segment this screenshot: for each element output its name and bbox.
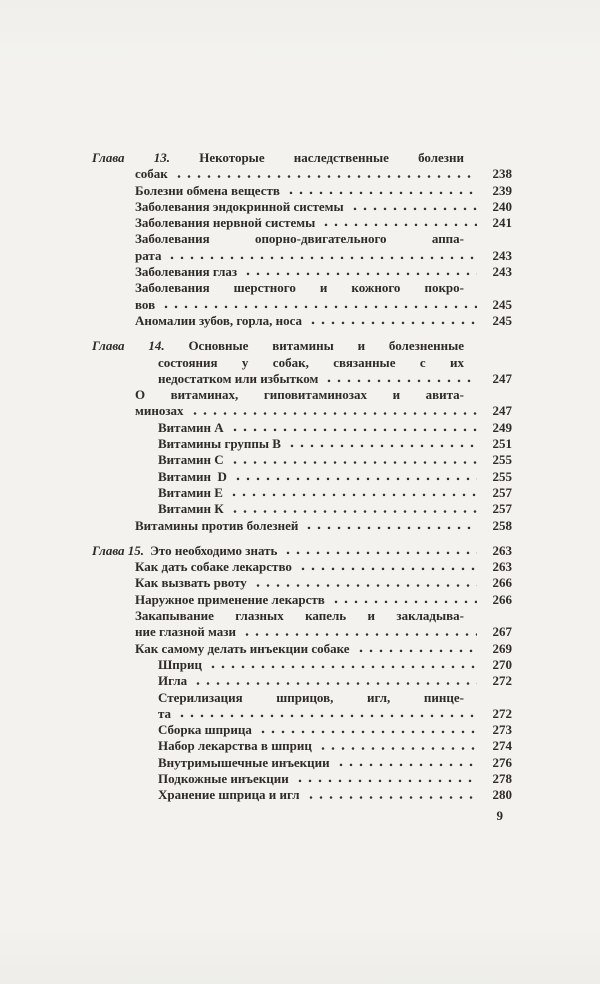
entry-title: Внутримышечные инъекции: [158, 754, 330, 770]
entry-page-number: 270: [492, 656, 512, 672]
dot-leader: [229, 485, 477, 501]
entry-title: Аномалии зубов, горла, носа: [135, 312, 303, 328]
entry-title: Наружное применение лекарств: [135, 591, 325, 607]
dot-leader: [230, 452, 477, 468]
entry-title: Заболевания шерстного и кожного покро-: [135, 280, 464, 296]
toc-entry-line: [92, 469, 512, 485]
entry-page-number: 245: [492, 312, 512, 328]
entry-title: Заболевания опорно-двигательного аппа-: [135, 231, 464, 247]
dot-leader: [308, 313, 477, 329]
toc-entry-line: [92, 485, 512, 501]
entry-page-number: 263: [492, 542, 512, 558]
toc-entry-line: [92, 436, 512, 452]
toc-entry-line: [92, 313, 512, 329]
toc-entry-line: [92, 280, 512, 296]
entry-page-number: 274: [492, 738, 512, 754]
dot-leader: [295, 771, 477, 787]
toc-entry-line: [92, 624, 512, 640]
dot-leader: [208, 657, 477, 673]
entry-title: Витамины против болезней: [135, 517, 299, 533]
entry-title: Подкожные инъекции: [158, 770, 289, 786]
toc-entry-line: [92, 706, 512, 722]
dot-leader: [324, 371, 477, 387]
dot-leader: [298, 559, 477, 575]
dot-leader: [304, 518, 477, 534]
toc-entry-line: [92, 420, 512, 436]
dot-leader: [161, 297, 477, 313]
dot-leader: [283, 543, 477, 559]
entry-title: Как вызвать рвоту: [135, 575, 247, 591]
dot-leader: [286, 183, 477, 199]
entry-page-number: 272: [492, 673, 512, 689]
dot-leader: [167, 248, 477, 264]
toc-entry-line: [92, 771, 512, 787]
toc-chapter-line: [92, 338, 512, 354]
dot-leader: [318, 738, 477, 754]
entry-page-number: 240: [492, 198, 512, 214]
entry-page-number: 257: [492, 484, 512, 500]
entry-title: Хранение шприца и игл: [158, 787, 300, 803]
toc-entry-line: [92, 183, 512, 199]
dot-leader: [356, 641, 477, 657]
dot-leader: [193, 673, 477, 689]
dot-leader: [321, 215, 477, 231]
entry-page-number: 247: [492, 370, 512, 386]
entry-page-number: 272: [492, 705, 512, 721]
entry-title: рата: [135, 247, 162, 263]
entry-title: Витамин К: [158, 501, 224, 517]
toc-entry-line: [92, 755, 512, 771]
dot-leader: [230, 420, 477, 436]
toc-entry-line: [92, 166, 512, 182]
entry-page-number: 251: [492, 436, 512, 452]
entry-page-number: 249: [492, 419, 512, 435]
toc-entry-line: [92, 608, 512, 624]
entry-page-number: 255: [492, 452, 512, 468]
entry-page-number: 267: [492, 624, 512, 640]
toc-entry-line: [92, 387, 512, 403]
entry-page-number: 257: [492, 501, 512, 517]
entry-page-number: 243: [492, 264, 512, 280]
entry-page-number: 266: [492, 591, 512, 607]
entry-title: Витамин А: [158, 419, 224, 435]
entry-title: Витамины группы В: [158, 436, 281, 452]
dot-leader: [306, 787, 477, 803]
toc-entry-line: [92, 641, 512, 657]
dot-leader: [242, 624, 477, 640]
entry-page-number: 269: [492, 640, 512, 656]
toc-entry-line: [92, 592, 512, 608]
toc-entry-line: [92, 371, 512, 387]
toc-entry-line: [92, 264, 512, 280]
toc-entry-line: [92, 297, 512, 313]
entry-title: Заболевания глаз: [135, 264, 238, 280]
toc-entry-line: [92, 722, 512, 738]
toc-entry-line: [92, 403, 512, 419]
toc-entry-line: [92, 452, 512, 468]
entry-title: Набор лекарства в шприц: [158, 738, 312, 754]
entry-page-number: 245: [492, 296, 512, 312]
chapter-number-label: Глава 13.: [92, 150, 170, 165]
entry-title: собак: [135, 166, 168, 182]
dot-leader: [331, 592, 477, 608]
entry-title: О витаминах, гиповитаминозах и авита-: [135, 387, 464, 403]
toc-entry-line: [92, 575, 512, 591]
entry-page-number: 263: [492, 559, 512, 575]
dot-leader: [177, 706, 477, 722]
entry-title: Это необходимо знать: [150, 542, 278, 558]
entry-page-number: 280: [492, 787, 512, 803]
entry-page-number: 278: [492, 770, 512, 786]
entry-title: Шприц: [158, 656, 202, 672]
dot-leader: [258, 722, 477, 738]
entry-title: Основные витамины и болезненные: [188, 338, 464, 354]
entry-title: Витамин С: [158, 452, 224, 468]
toc-entry-line: [92, 559, 512, 575]
toc-entry-line: [92, 355, 512, 371]
dot-leader: [233, 469, 477, 485]
entry-page-number: 255: [492, 468, 512, 484]
entry-title: недостатком или избытком: [158, 370, 319, 386]
toc-entry-line: [92, 215, 512, 231]
entry-title: та: [158, 705, 172, 721]
dot-leader: [243, 264, 477, 280]
entry-title: Витамин D: [158, 468, 227, 484]
entry-title: вов: [135, 296, 156, 312]
entry-title: Сборка шприца: [158, 722, 252, 738]
entry-page-number: 276: [492, 754, 512, 770]
table-of-contents: [92, 150, 512, 804]
entry-title: Закапывание глазных капель и закладыва-: [135, 608, 464, 624]
dot-leader: [287, 436, 477, 452]
entry-title: минозах: [135, 403, 184, 419]
toc-entry-line: [92, 199, 512, 215]
entry-page-number: 243: [492, 247, 512, 263]
entry-title: Как дать собаке лекарство: [135, 559, 292, 575]
entry-title: Некоторые наследственные болезни: [199, 150, 464, 165]
toc-entry-line: [92, 231, 512, 247]
toc-entry-line: [92, 501, 512, 517]
toc-entry-line: [92, 518, 512, 534]
dot-leader: [230, 501, 477, 517]
entry-title: Витамин Е: [158, 484, 223, 500]
dot-leader: [253, 575, 477, 591]
dot-leader: [190, 403, 477, 419]
entry-page-number: 238: [492, 166, 512, 182]
dot-leader: [350, 199, 477, 215]
entry-title: состояния у собак, связанные с их: [158, 354, 464, 370]
entry-page-number: 239: [492, 182, 512, 198]
toc-entry-line: [92, 248, 512, 264]
toc-entry-line: [92, 738, 512, 754]
entry-title: Как самому делать инъекции собаке: [135, 640, 350, 656]
toc-entry-line: [92, 673, 512, 689]
toc-entry-line: [92, 787, 512, 803]
toc-entry-line: [92, 690, 512, 706]
entry-page-number: 247: [492, 403, 512, 419]
chapter-number-label: Глава 14.: [92, 338, 165, 354]
entry-title: Болезни обмена веществ: [135, 182, 280, 198]
entry-title: ние глазной мази: [135, 624, 236, 640]
folio-page-number: 9: [496, 808, 503, 823]
dot-leader: [174, 166, 477, 182]
toc-entry-line: [92, 657, 512, 673]
chapter-number-label: Глава 15.: [92, 542, 145, 558]
entry-title: Заболевания нервной системы: [135, 215, 316, 231]
entry-page-number: 241: [492, 215, 512, 231]
entry-title: Игла: [158, 673, 188, 689]
entry-page-number: 266: [492, 575, 512, 591]
entry-page-number: 273: [492, 722, 512, 738]
entry-title: Заболевания эндокринной системы: [135, 198, 344, 214]
toc-chapter-line: [92, 543, 512, 559]
toc-chapter-line: [92, 150, 512, 166]
entry-title: Стерилизация шприцов, игл, пинце-: [158, 689, 464, 705]
entry-page-number: 258: [492, 517, 512, 533]
dot-leader: [336, 755, 477, 771]
